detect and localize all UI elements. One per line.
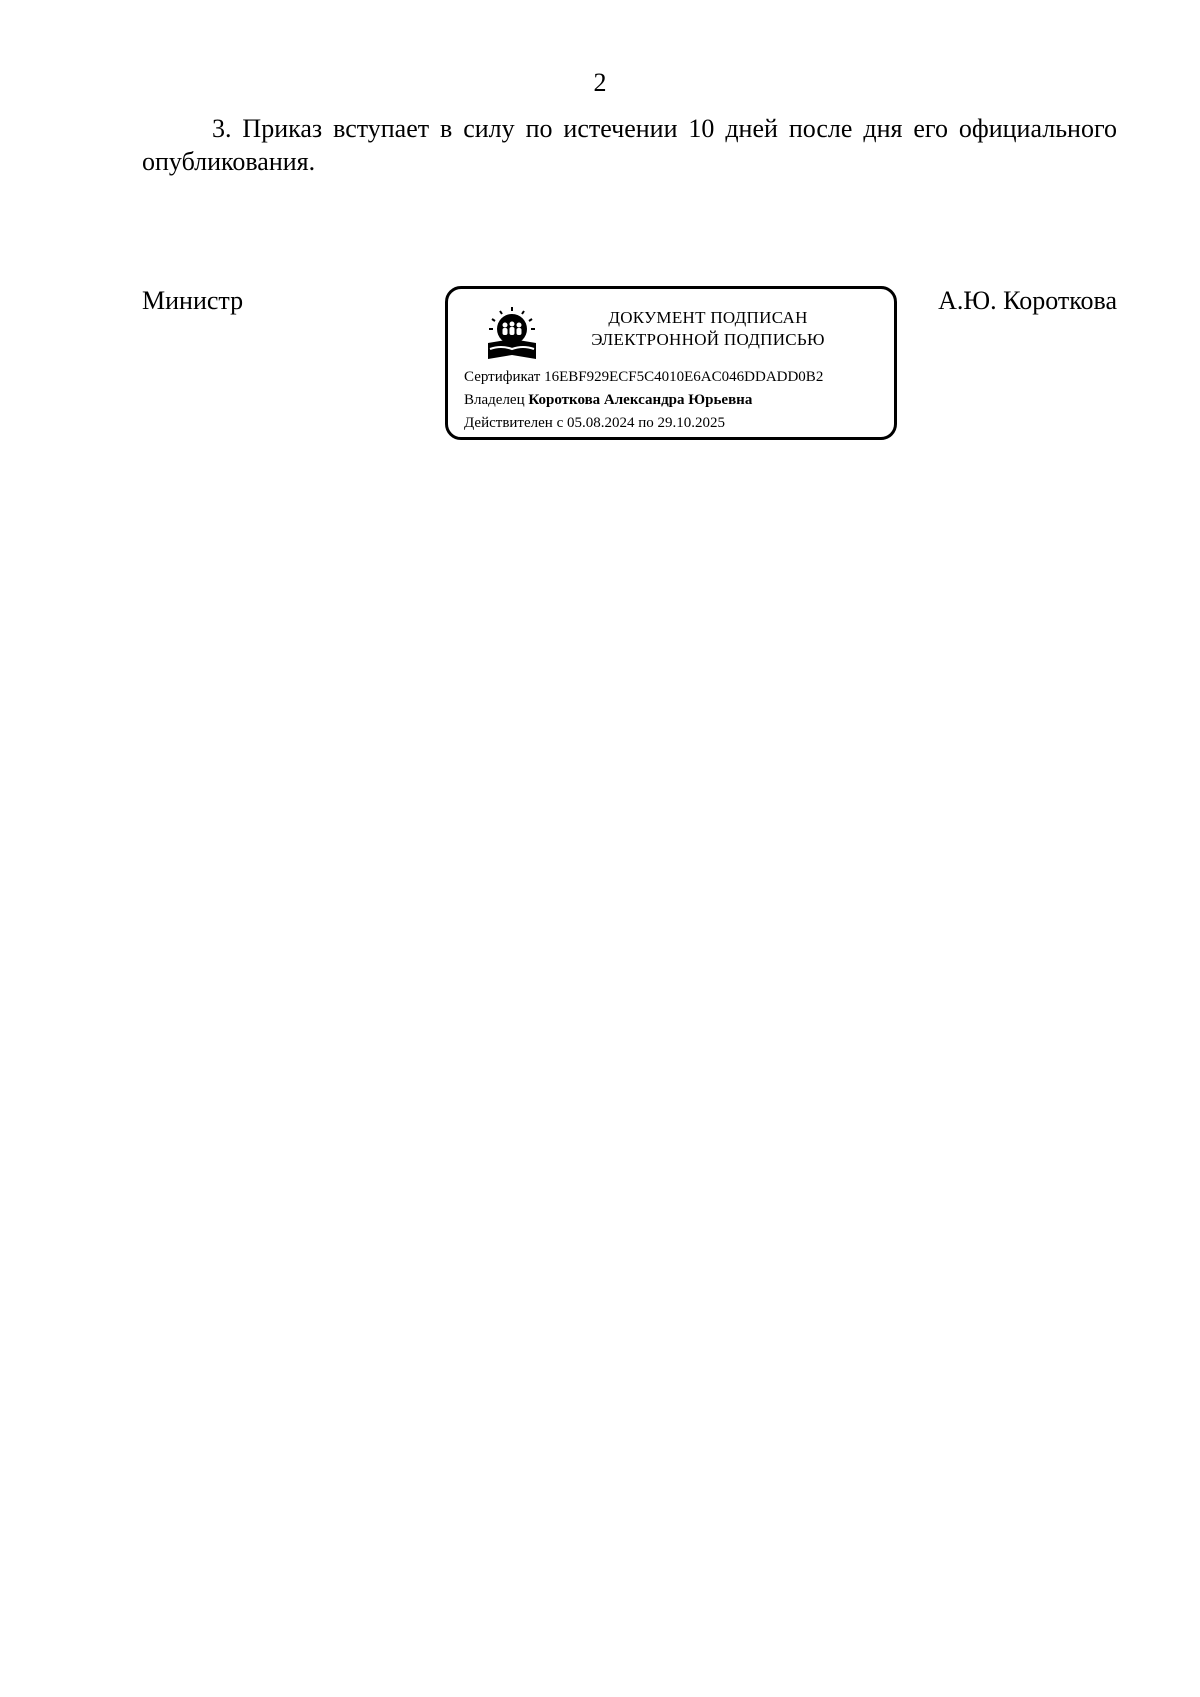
- signature-block: [142, 286, 1117, 446]
- order-paragraph: 3. Приказ вступает в силу по истечении 10 дней после дня его официального опубликования.: [142, 114, 1117, 176]
- signer-position: Министр: [142, 286, 244, 315]
- stamp-header: [558, 307, 858, 351]
- electronic-signature-stamp: [445, 286, 897, 440]
- stamp-certificate-line: [464, 367, 823, 387]
- stamp-header-line2: ЭЛЕКТРОННОЙ ПОДПИСЬЮ: [591, 330, 825, 349]
- validity-from-date: 05.08.2024: [566, 415, 635, 431]
- validity-label: Действителен: [464, 415, 553, 431]
- owner-label: Владелец: [464, 392, 525, 408]
- stamp-validity-line: [464, 413, 725, 433]
- stamp-header-line1: ДОКУМЕНТ ПОДПИСАН: [608, 308, 808, 327]
- certificate-label: Сертификат: [464, 369, 541, 385]
- emblem-icon: [486, 305, 538, 361]
- certificate-value: 16EBF929ECF5C4010E6AC046DDADD0B2: [544, 369, 824, 385]
- validity-from-label: с: [556, 415, 564, 431]
- stamp-owner-line: [464, 390, 752, 410]
- signer-name: А.Ю. Короткова: [938, 286, 1117, 315]
- validity-to-label: по: [638, 415, 654, 431]
- page-number: 2: [593, 68, 607, 97]
- validity-to-date: 29.10.2025: [657, 415, 726, 431]
- owner-value: Короткова Александра Юрьевна: [528, 392, 753, 408]
